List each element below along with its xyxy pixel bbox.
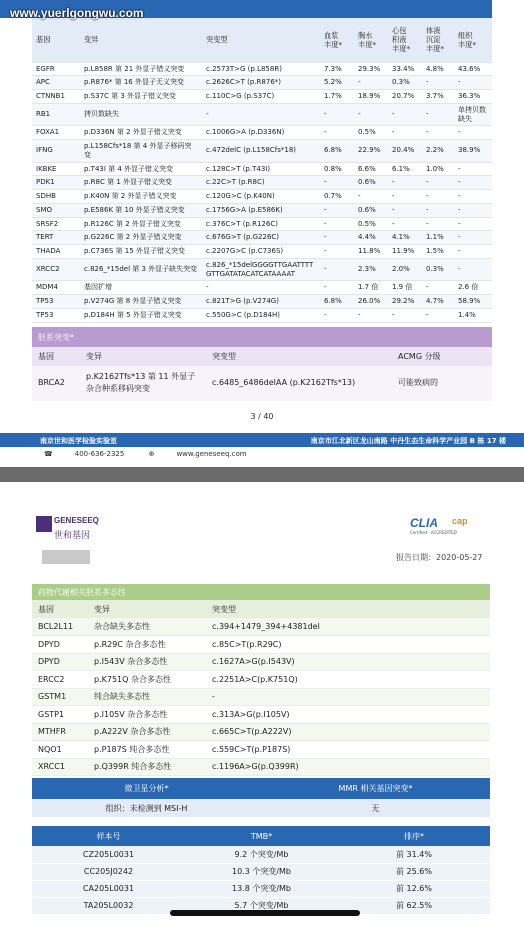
cell-pericardial: - [388, 308, 422, 322]
cell-mutation-type: - [206, 688, 490, 706]
col-pericardial: 心包 积液 丰度* [388, 18, 422, 62]
cell-gene: NQO1 [32, 741, 88, 759]
cell-mutation-type: c.376C>T (p.R126C) [202, 217, 320, 231]
cell-pericardial: - [388, 126, 422, 140]
table-row [32, 162, 492, 176]
cell-pleural: 18.9% [354, 90, 388, 104]
company-logo: GENESEEQ 世和基因 [36, 516, 90, 544]
cell-mutation-type: c.2573T>G (p.L858R) [202, 62, 320, 76]
cell-tissue: - [454, 203, 492, 217]
lab-address: 南京市江北新区龙山南路 中丹生态生命科学产业园 B 栋 17 楼 [310, 437, 506, 445]
clia-logo: CLIA [410, 516, 438, 530]
lab-name: 南京世和医学检验实验室 [40, 437, 117, 445]
cell-mutation-type: c.665C>T(p.A222V) [206, 723, 490, 741]
cell-acmg: 可能致病的 [392, 366, 492, 401]
pharmaco-section-title: 药物代谢相关胚系多态性 [32, 584, 490, 600]
cell-tissue: - [454, 176, 492, 190]
cell-gene: MTHFR [32, 723, 88, 741]
footer-bar [0, 433, 524, 447]
cell-gene: CTNNB1 [32, 90, 80, 104]
cell-pleural: - [354, 76, 388, 90]
cell-gene: ERCC2 [32, 671, 88, 689]
table-row [32, 231, 492, 245]
cell-tissue: - [454, 245, 492, 259]
cell-tissue: - [454, 162, 492, 176]
cell-variant: 拷贝数缺失 [80, 103, 202, 126]
report-date: 报告日期：2020-05-27 [396, 553, 483, 562]
cell-tissue: 2.6 倍 [454, 281, 492, 295]
table-row [32, 863, 490, 880]
cell-pericardial: 6.1% [388, 162, 422, 176]
table-row [32, 758, 490, 776]
cell-gene: TP53 [32, 308, 80, 322]
cell-pleural: 6.6% [354, 162, 388, 176]
cell-plasma: - [320, 281, 354, 295]
cell-mutation-type: c.1756G>A (p.E586K) [202, 203, 320, 217]
tmb-table [32, 826, 490, 915]
cell-variant: p.D336N 第 2 外显子错义突变 [80, 126, 202, 140]
cell-sample: CA205L0031 [32, 880, 185, 897]
cell-mutation-type: c.821T>G (p.V274G) [202, 295, 320, 309]
cell-fluid-sediment: - [422, 103, 454, 126]
cell-mutation-type: c.394+1479_394+4381del [206, 618, 490, 636]
col-rank: 排序* [338, 826, 490, 846]
col-plasma: 血浆 丰度* [320, 18, 354, 62]
cell-gene: SDHB [32, 190, 80, 204]
cell-variant: p.K40N 第 2 外显子错义突变 [80, 190, 202, 204]
cell-pleural: 0.6% [354, 176, 388, 190]
table-header-row [32, 18, 492, 62]
cell-tissue: - [454, 231, 492, 245]
cell-mutation-type: c.110C>G (p.S37C) [202, 90, 320, 104]
col-fluid-sediment: 体液 沉淀 丰度* [422, 18, 454, 62]
horizontal-scrollbar[interactable] [170, 910, 360, 916]
cell-tissue: - [454, 76, 492, 90]
table-row [32, 190, 492, 204]
cell-pericardial: - [388, 217, 422, 231]
cell-pericardial: 1.9 倍 [388, 281, 422, 295]
cell-fluid-sediment: - [422, 203, 454, 217]
cell-pericardial: 33.4% [388, 62, 422, 76]
col-sample: 样本号 [32, 826, 185, 846]
cell-gene: BCL2L11 [32, 618, 88, 636]
cell-pericardial: 4.1% [388, 231, 422, 245]
col-mutation-type: 突变型 [206, 347, 392, 366]
cell-pericardial: 11.9% [388, 245, 422, 259]
cell-mutation-type: c.550G>C (p.D184H) [202, 308, 320, 322]
cell-gene: MDM4 [32, 281, 80, 295]
cell-fluid-sediment: - [422, 217, 454, 231]
cell-mutation-type: c.472delC (p.L158Cfs*18) [202, 140, 320, 163]
cell-variant: p.S37C 第 3 外显子错义突变 [80, 90, 202, 104]
col-gene: 基因 [32, 347, 80, 366]
cell-mutation-type: - [202, 103, 320, 126]
cell-plasma: 6.8% [320, 295, 354, 309]
cell-pericardial: - [388, 103, 422, 126]
cell-variant: 杂合缺失多态性 [88, 618, 206, 636]
cell-gene: DPYD [32, 653, 88, 671]
cell-fluid-sediment: - [422, 176, 454, 190]
col-pleural: 胸水 丰度* [354, 18, 388, 62]
cell-gene: APC [32, 76, 80, 90]
cell-mutation-type: c.2626C>T (p.R876*) [202, 76, 320, 90]
phone-icon: ☎ [44, 450, 53, 458]
cell-plasma: 7.3% [320, 62, 354, 76]
cell-pericardial: 0.3% [388, 76, 422, 90]
cell-variant: p.K2162Tfs*13 第 11 外显子杂合种系移码突变 [80, 366, 206, 401]
cell-gene: EGFR [32, 62, 80, 76]
cell-gene: XRCC1 [32, 758, 88, 776]
table-row [32, 880, 490, 897]
cell-variant: p.R8C 第 1 外显子错义突变 [80, 176, 202, 190]
table-row [32, 636, 490, 654]
cell-variant: p.R126C 第 2 外显子错义突变 [80, 217, 202, 231]
cell-sample: CZ205L0031 [32, 846, 185, 863]
cell-sample: CC205J0242 [32, 863, 185, 880]
cell-pleural: - [354, 190, 388, 204]
table-row [32, 281, 492, 295]
table-row [32, 126, 492, 140]
cell-tissue: - [454, 258, 492, 281]
cell-tmb: 9.2 个突变/Mb [185, 846, 338, 863]
table-row [32, 653, 490, 671]
cell-gene: TERT [32, 231, 80, 245]
cell-tissue: 36.3% [454, 90, 492, 104]
cell-variant: p.Q399R 纯合多态性 [88, 758, 206, 776]
cell-tissue: 单拷贝数缺失 [454, 103, 492, 126]
cell-gene: IKBKE [32, 162, 80, 176]
table-row [32, 203, 492, 217]
table-row [32, 799, 490, 817]
cell-fluid-sediment: 0.3% [422, 258, 454, 281]
table-row [32, 366, 492, 401]
cell-variant: p.I543V 杂合多态性 [88, 653, 206, 671]
cell-variant: p.C736S 第 15 外显子错义突变 [80, 245, 202, 259]
cell-mutation-type: c.2251A>C(p.K751Q) [206, 671, 490, 689]
cell-tmb: 13.8 个突变/Mb [185, 880, 338, 897]
cell-pericardial: - [388, 176, 422, 190]
cell-mutation-type: c.559C>T(p.P187S) [206, 741, 490, 759]
cell-variant: p.L158Cfs*18 第 4 外显子移码突变 [80, 140, 202, 163]
col-variant: 变异 [88, 600, 206, 618]
cell-mutation-type: c.85C>T(p.R29C) [206, 636, 490, 654]
table-row [32, 76, 492, 90]
cell-tmb: 5.7 个突变/Mb [185, 897, 338, 914]
globe-icon: ⊕ [148, 450, 155, 458]
cell-variant: p.P187S 纯合多态性 [88, 741, 206, 759]
msi-header: 微卫星分析* [32, 778, 261, 799]
cell-plasma: - [320, 231, 354, 245]
cell-mutation-type: c.676G>T (p.G226C) [202, 231, 320, 245]
cell-pleural: - [354, 308, 388, 322]
cell-fluid-sediment: 1.1% [422, 231, 454, 245]
cell-mutation-type: c.22C>T (p.R8C) [202, 176, 320, 190]
cell-rank: 前 25.6% [338, 863, 490, 880]
col-variant: 变异 [80, 347, 206, 366]
cell-gene: FOXA1 [32, 126, 80, 140]
cell-pericardial: 20.4% [388, 140, 422, 163]
cell-variant: p.R29C 杂合多态性 [88, 636, 206, 654]
cell-mutation-type: c.2207G>C (p.C736S) [202, 245, 320, 259]
cell-plasma: - [320, 203, 354, 217]
logo-mark-icon [36, 516, 52, 532]
phone-number: 400-636-2325 [74, 450, 125, 458]
cell-rank: 前 62.5% [338, 897, 490, 914]
cell-pleural: 1.7 倍 [354, 281, 388, 295]
cell-fluid-sediment: 2.2% [422, 140, 454, 163]
cell-variant: p.E586K 第 10 外显子错义突变 [80, 203, 202, 217]
cert-caption: Certified · ACCREDITED [410, 530, 457, 535]
cell-pleural: 2.3% [354, 258, 388, 281]
cell-variant: p.G226C 第 2 外显子错义突变 [80, 231, 202, 245]
table-row [32, 846, 490, 863]
cell-mutation-type: c.1196A>G(p.Q399R) [206, 758, 490, 776]
cell-pleural: 0.6% [354, 203, 388, 217]
cell-tissue: 1.4% [454, 308, 492, 322]
cell-pericardial: 29.2% [388, 295, 422, 309]
table-row [32, 62, 492, 76]
cell-mutation-type: c.6485_6486delAA (p.K2162Tfs*13) [206, 366, 392, 401]
cell-tissue: - [454, 190, 492, 204]
cell-pleural: 4.4% [354, 231, 388, 245]
cell-plasma: - [320, 245, 354, 259]
cell-tissue: 58.9% [454, 295, 492, 309]
cell-fluid-sediment: 1.0% [422, 162, 454, 176]
cell-gene: GSTM1 [32, 688, 88, 706]
cell-pleural: 0.5% [354, 126, 388, 140]
cell-tissue: 43.6% [454, 62, 492, 76]
cell-plasma: - [320, 176, 354, 190]
cell-plasma: - [320, 103, 354, 126]
cell-variant: p.D184H 第 5 外显子错义突变 [80, 308, 202, 322]
cell-variant: p.R876* 第 16 外显子无义突变 [80, 76, 202, 90]
cell-gene: BRCA2 [32, 366, 80, 401]
cell-plasma: - [320, 126, 354, 140]
table-row [32, 723, 490, 741]
msi-table [32, 778, 490, 817]
table-row [32, 258, 492, 281]
cell-gene: XRCC2 [32, 258, 80, 281]
watermark-text: www.yuerlgongwu.com [10, 6, 144, 20]
cell-fluid-sediment: 4.7% [422, 295, 454, 309]
cell-sample: TA205L0032 [32, 897, 185, 914]
pharmaco-table [32, 600, 490, 776]
certification-logos [410, 516, 490, 538]
cell-pericardial: - [388, 190, 422, 204]
somatic-variant-table [32, 18, 492, 323]
cell-plasma: - [320, 308, 354, 322]
cell-plasma: - [320, 217, 354, 231]
msi-value: 组织：未检测到 MSI-H [32, 799, 261, 817]
cell-variant: p.I105V 杂合多态性 [88, 706, 206, 724]
cell-gene: RB1 [32, 103, 80, 126]
col-acmg: ACMG 分级 [392, 347, 492, 366]
cell-variant: p.V274G 第 8 外显子错义突变 [80, 295, 202, 309]
cell-fluid-sediment: - [422, 76, 454, 90]
col-tmb: TMB* [185, 826, 338, 846]
table-row [32, 103, 492, 126]
cell-tissue: - [454, 126, 492, 140]
cell-plasma: 1.7% [320, 90, 354, 104]
cell-fluid-sediment: - [422, 190, 454, 204]
cell-mutation-type: c.313A>G(p.I105V) [206, 706, 490, 724]
cell-plasma: 0.8% [320, 162, 354, 176]
website-link[interactable]: www.geneseeq.com [176, 450, 247, 458]
cell-fluid-sediment: - [422, 126, 454, 140]
cell-variant: 基因扩增 [80, 281, 202, 295]
table-row [32, 295, 492, 309]
cell-pericardial: 20.7% [388, 90, 422, 104]
cell-tissue: - [454, 217, 492, 231]
cell-gene: SRSF2 [32, 217, 80, 231]
col-variant: 变异 [80, 18, 202, 62]
cell-pericardial: - [388, 203, 422, 217]
cell-gene: DPYD [32, 636, 88, 654]
col-gene: 基因 [32, 18, 80, 62]
table-row [32, 90, 492, 104]
cell-tmb: 10.3 个突变/Mb [185, 863, 338, 880]
cell-gene: IFNG [32, 140, 80, 163]
cell-plasma: 6.8% [320, 140, 354, 163]
cell-mutation-type: c.120G>C (p.K40N) [202, 190, 320, 204]
table-row [32, 140, 492, 163]
page-number: 3 / 40 [250, 412, 274, 421]
cell-rank: 前 12.6% [338, 880, 490, 897]
col-mutation-type: 突变型 [202, 18, 320, 62]
cell-pleural: 26.0% [354, 295, 388, 309]
cell-variant: p.K751Q 杂合多态性 [88, 671, 206, 689]
cell-fluid-sediment: - [422, 308, 454, 322]
cell-mutation-type: c.826_*15delGGGGTTGAATTTTGTTGATATACATCATAAAAT [202, 258, 320, 281]
cell-fluid-sediment: 3.7% [422, 90, 454, 104]
table-row [32, 217, 492, 231]
cell-plasma: - [320, 258, 354, 281]
report-page-4 [0, 482, 524, 928]
cell-fluid-sediment: 1.5% [422, 245, 454, 259]
table-row [32, 671, 490, 689]
cell-mutation-type: c.1006G>A (p.D336N) [202, 126, 320, 140]
table-row [32, 245, 492, 259]
redacted-patient-name [42, 550, 90, 564]
table-row [32, 688, 490, 706]
table-row [32, 308, 492, 322]
table-row [32, 176, 492, 190]
table-row [32, 741, 490, 759]
germline-section-title: 胚系突变* [32, 327, 492, 347]
cell-variant: p.T43I 第 4 外显子错义突变 [80, 162, 202, 176]
cell-fluid-sediment: - [422, 281, 454, 295]
col-tissue: 组织 丰度* [454, 18, 492, 62]
cell-pericardial: 2.0% [388, 258, 422, 281]
cell-mutation-type: c.1627A>G(p.I543V) [206, 653, 490, 671]
cell-fluid-sediment: 4.8% [422, 62, 454, 76]
cell-gene: SMO [32, 203, 80, 217]
cell-plasma: 5.2% [320, 76, 354, 90]
cell-variant: c.826_*15del 第 3 外显子缺失突变 [80, 258, 202, 281]
cell-pleural: - [354, 103, 388, 126]
cell-variant: p.L858R 第 21 外显子错义突变 [80, 62, 202, 76]
germline-table [32, 347, 492, 401]
cell-mutation-type: - [202, 281, 320, 295]
cell-gene: GSTP1 [32, 706, 88, 724]
table-row [32, 618, 490, 636]
col-mutation-type: 突变型 [206, 600, 490, 618]
cell-gene: TP53 [32, 295, 80, 309]
cell-gene: THADA [32, 245, 80, 259]
cell-mutation-type: c.128C>T (p.T43I) [202, 162, 320, 176]
cell-variant: p.A222V 杂合多态性 [88, 723, 206, 741]
col-gene: 基因 [32, 600, 88, 618]
contact-line [44, 450, 269, 458]
cell-tissue: 38.9% [454, 140, 492, 163]
cell-variant: 纯合缺失多态性 [88, 688, 206, 706]
cell-gene: PDK1 [32, 176, 80, 190]
cell-pleural: 29.3% [354, 62, 388, 76]
cell-pleural: 22.9% [354, 140, 388, 163]
cell-pleural: 0.5% [354, 217, 388, 231]
cell-rank: 前 31.4% [338, 846, 490, 863]
mmr-header: MMR 相关基因突变* [261, 778, 490, 799]
table-row [32, 706, 490, 724]
cell-plasma: 0.7% [320, 190, 354, 204]
mmr-value: 无 [261, 799, 490, 817]
cell-pleural: 11.8% [354, 245, 388, 259]
cap-logo: cap [452, 516, 468, 526]
